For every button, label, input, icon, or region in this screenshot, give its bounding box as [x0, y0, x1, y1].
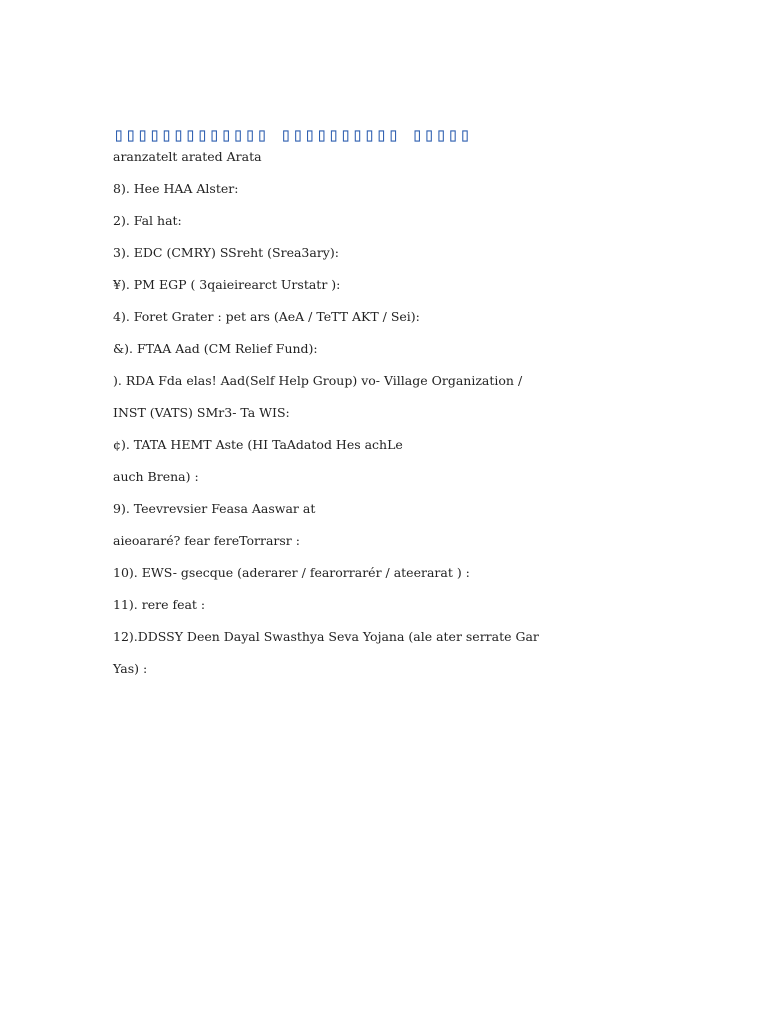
form-field-line-continuation: auch Brena) : [113, 469, 199, 484]
form-field-line: 11). rere feat : [113, 597, 206, 612]
form-field-line: 2). Fal hat: [113, 213, 182, 228]
document-subtitle: aranzatelt arated Arata [113, 149, 262, 164]
form-field-line-continuation: aieoararé? fear fereTorrarsr : [113, 533, 300, 548]
form-field-line-continuation: INST (VATS) SMr3- Ta WIS: [113, 405, 290, 420]
document-heading: ▯▯▯▯▯▯▯▯▯▯▯▯▯ ▯▯▯▯▯▯▯▯▯▯ ▯▯▯▯▯ [113, 124, 472, 146]
form-field-line: 4). Foret Grater : pet ars (AeA / TeTT AKT / Sei): [113, 309, 420, 324]
form-field-line: 9). Teevrevsier Feasa Aaswar at [113, 501, 316, 516]
form-field-line: 12).DDSSY Deen Dayal Swasthya Seva Yojana (ale ater serrate Gar [113, 629, 539, 644]
form-field-line: ¢). TATA HEMT Aste (HI TaAdatod Hes achLe [113, 437, 403, 452]
form-field-line-continuation: Yas) : [113, 661, 148, 676]
form-field-line: ¥). PM EGP ( 3qaieirearct Urstatr ): [113, 277, 341, 292]
form-field-line: ). RDA Fda elas! Aad(Self Help Group) vo- Village Organization / [113, 373, 523, 388]
form-field-line: 10). EWS- gsecque (aderarer / fearorrarér / ateerarat ) : [113, 565, 470, 580]
form-field-line: 8). Hee HAA Alster: [113, 181, 239, 196]
form-field-line: 3). EDC (CMRY) SSreht (Srea3ary): [113, 245, 339, 260]
form-field-line: &). FTAA Aad (CM Relief Fund): [113, 341, 318, 356]
